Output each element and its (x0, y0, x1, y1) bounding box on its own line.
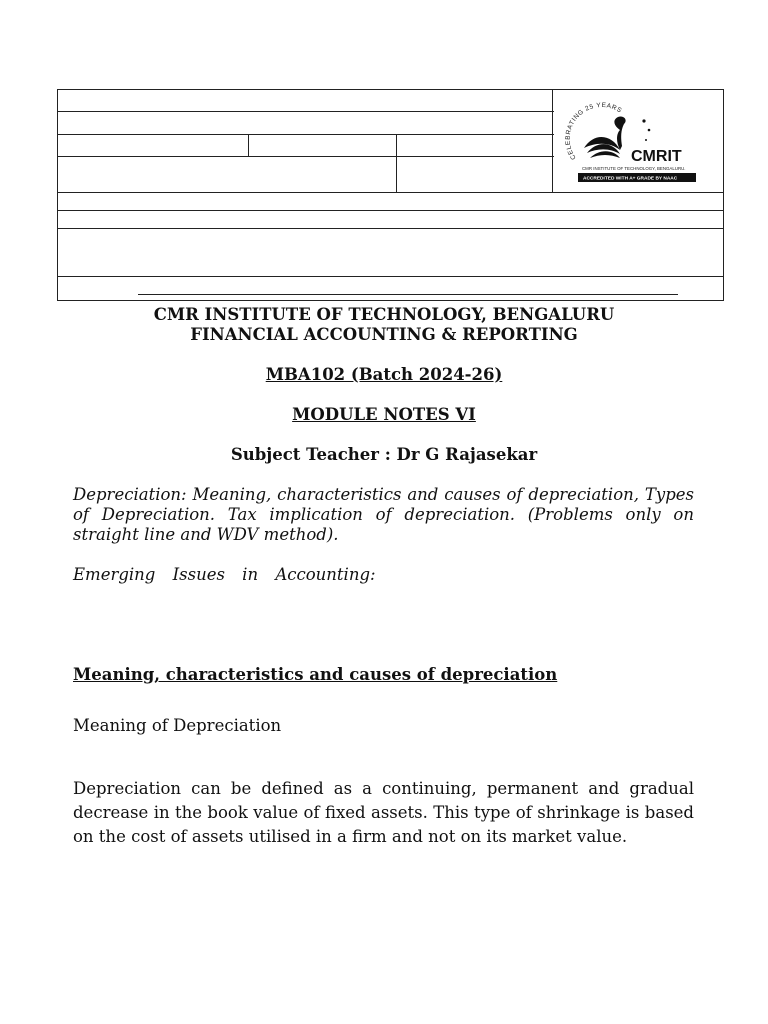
table-row-divider (58, 111, 554, 112)
cmrit-logo (554, 90, 724, 193)
table-column-divider (396, 134, 397, 192)
logo-brand: CMRIT (631, 148, 682, 165)
syllabus-depreciation: Depreciation: Meaning, characteristics and causes of depreciation, Types of Depreciation. Tax implication of depreciation. (Problems only on straight line and WDV method). (73, 485, 694, 544)
section-heading: Meaning, characteristics and causes of depreciation (73, 665, 558, 684)
header-form-table (57, 89, 724, 301)
section-paragraph: Depreciation can be defined as a continuing, permanent and gradual decrease in the book value of fixed assets. This type of shrinkage is based on the cost of assets utilised in a firm and not on its market value. (73, 779, 694, 846)
separator-line (138, 294, 678, 295)
logo-subtext: CMR INSTITUTE OF TECHNOLOGY, BENGALURU. (582, 166, 686, 171)
course-code: MBA102 (Batch 2024-26) (265, 365, 503, 384)
logo-arc-text: CELEBRATING 25 YEARS (564, 101, 624, 161)
svg-text:CELEBRATING 25 YEARS (565, 102, 624, 161)
section-subheading: Meaning of Depreciation (73, 716, 282, 735)
syllabus-emerging: Emerging Issues in Accounting: (73, 565, 376, 584)
subject-teacher: Subject Teacher : Dr G Rajasekar (230, 445, 538, 464)
table-row-divider (58, 276, 723, 277)
table-column-divider (552, 90, 553, 192)
table-row-divider (58, 228, 723, 229)
logo-badge: ACCREDITED WITH A+ GRADE BY NAAC (583, 176, 678, 182)
table-row-divider (58, 156, 554, 157)
table-column-divider (248, 134, 249, 157)
institute-title: CMR INSTITUTE OF TECHNOLOGY, BENGALURU (153, 305, 615, 324)
table-row-divider (58, 210, 723, 211)
module-title: MODULE NOTES VI (292, 405, 476, 424)
table-row-divider (58, 134, 554, 135)
subject-title: FINANCIAL ACCOUNTING & REPORTING (190, 325, 578, 344)
